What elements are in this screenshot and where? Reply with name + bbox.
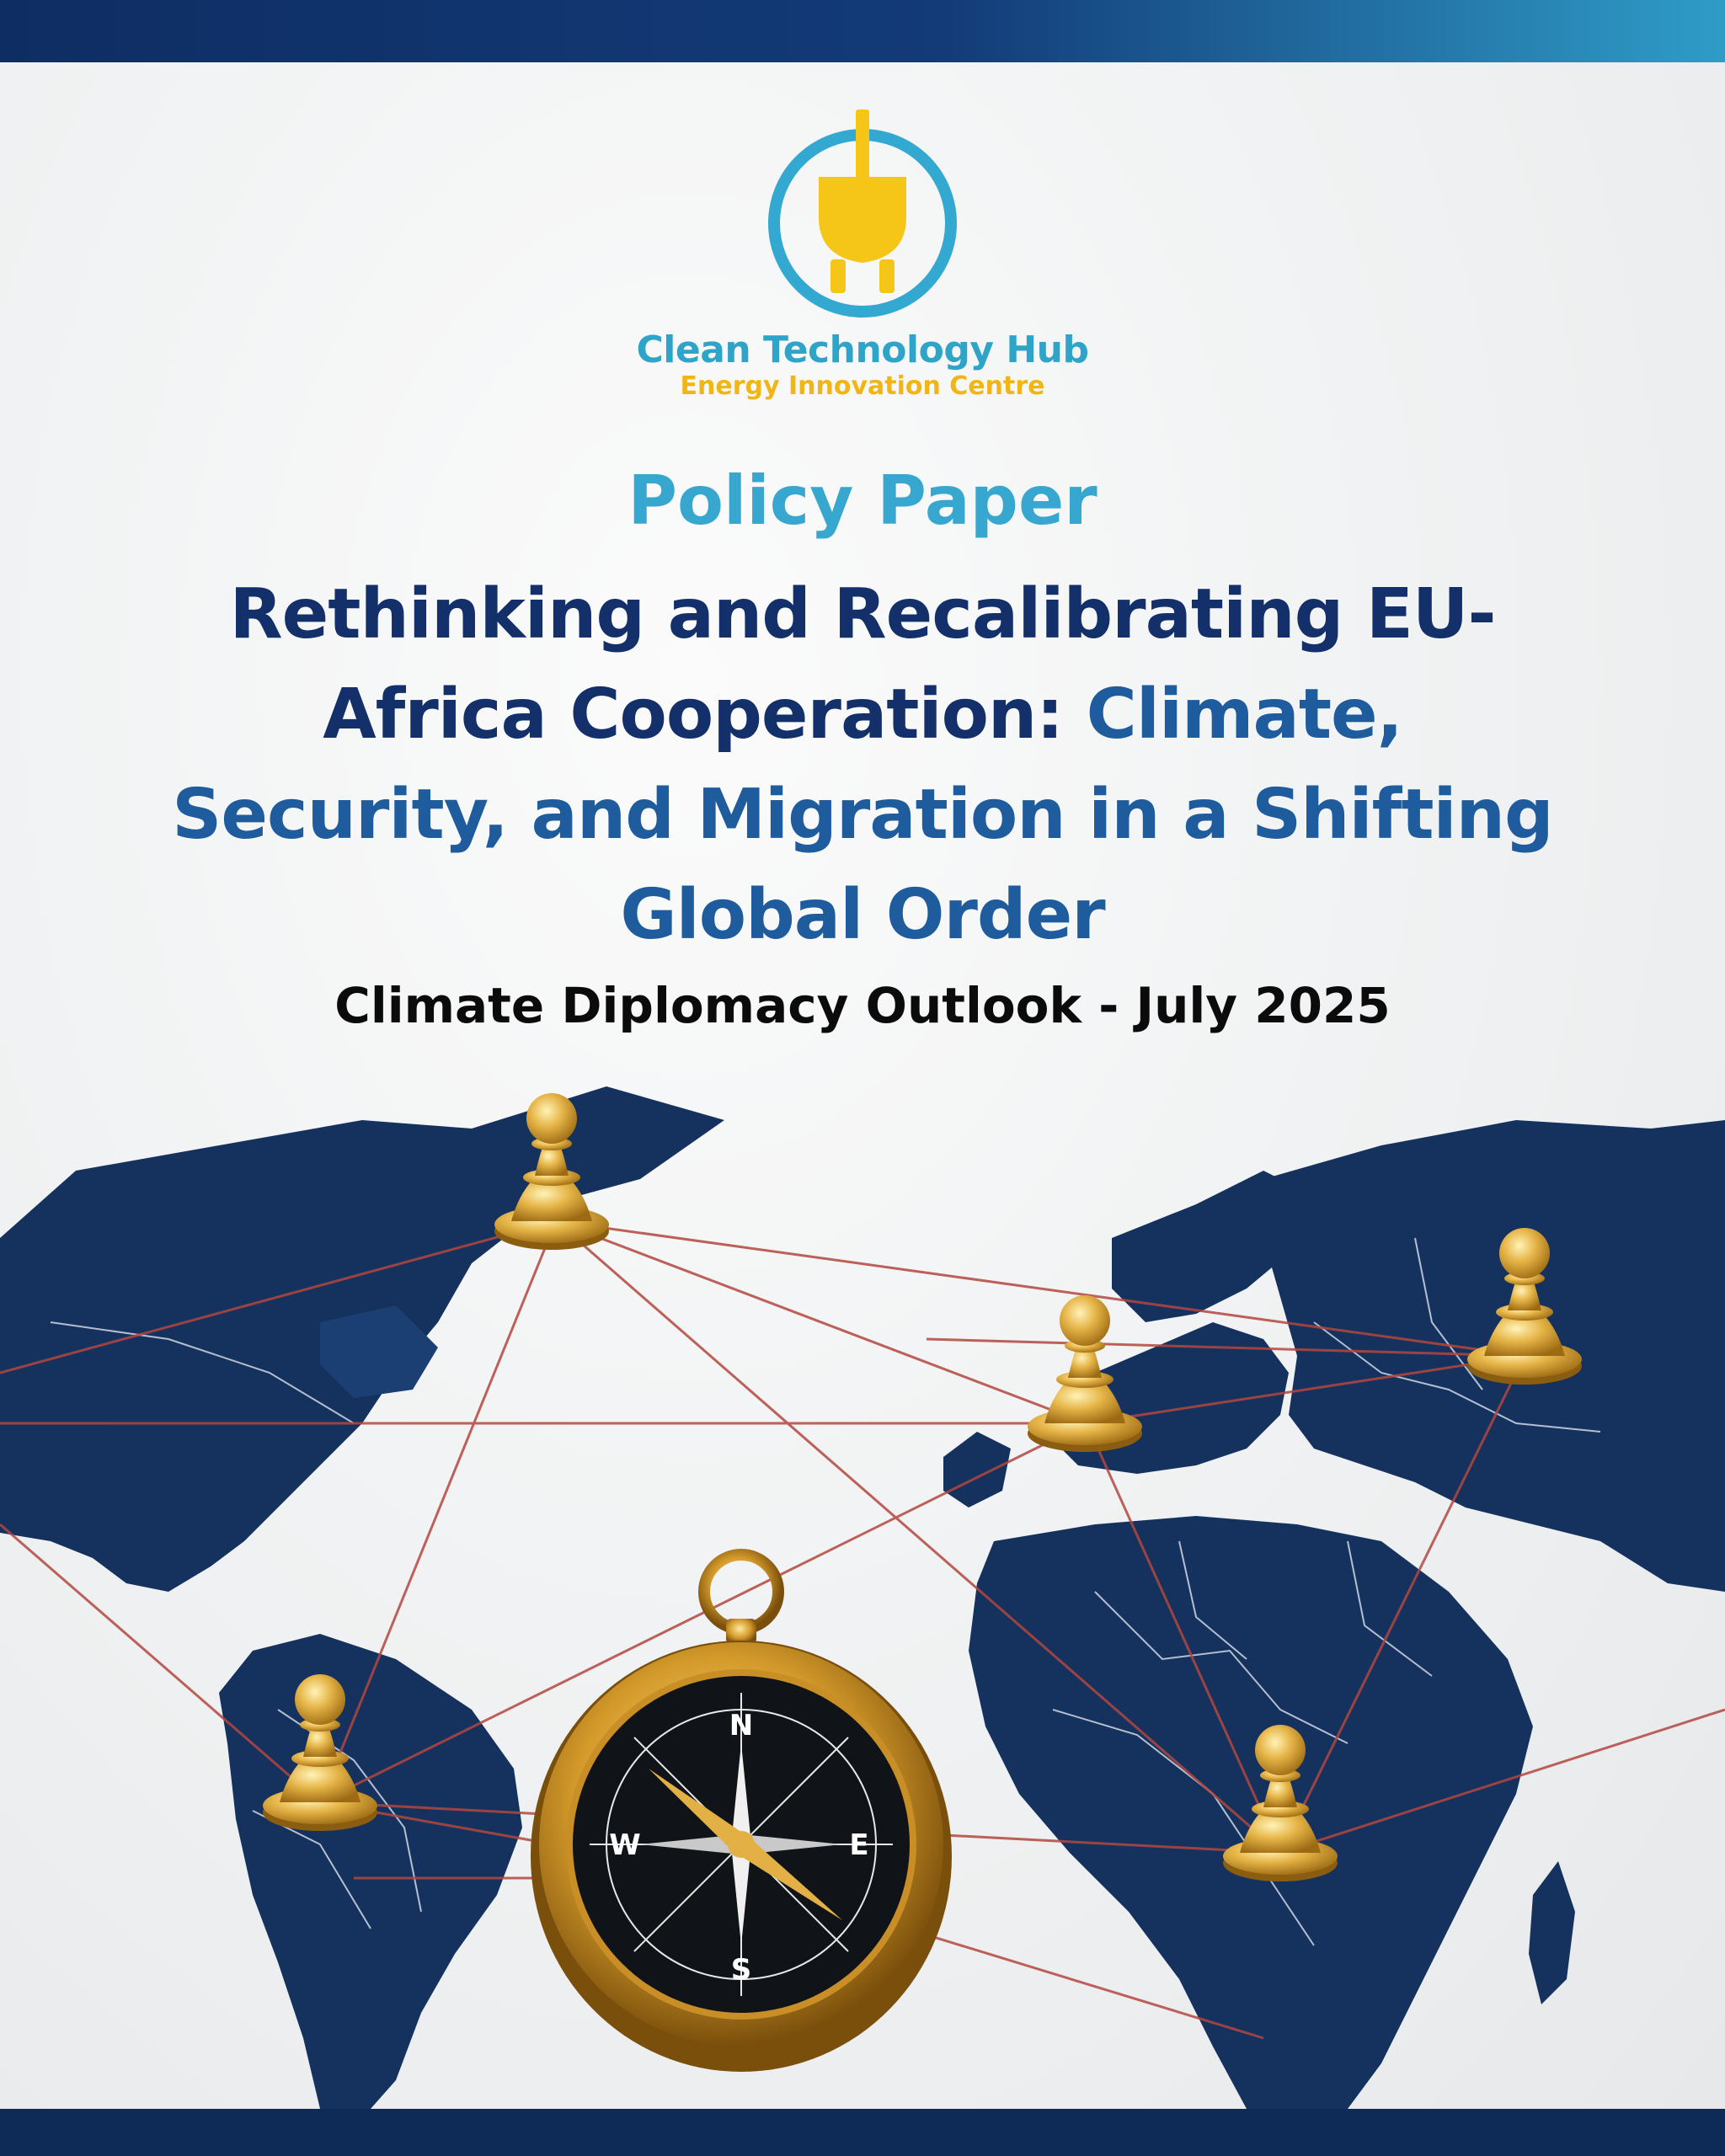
document-subtitle: Climate Diplomacy Outlook - July 2025 <box>334 977 1391 1034</box>
organization-logo <box>0 109 1725 401</box>
compass-west-label: W <box>609 1828 641 1862</box>
compass-north-label: N <box>729 1709 754 1742</box>
compass-east-label: E <box>849 1828 869 1862</box>
footer-bar <box>0 2109 1725 2156</box>
document-type: Policy Paper <box>628 462 1097 540</box>
world-map-illustration <box>0 1070 1725 2109</box>
organization-tagline: Energy Innovation Centre <box>680 371 1045 401</box>
organization-name: Clean Technology Hub <box>636 328 1089 371</box>
compass-south-label: S <box>730 1953 752 1987</box>
title-accent: Climate, Security, and Migration in a Shifting Global Order <box>172 675 1553 955</box>
power-plug-icon <box>761 109 964 320</box>
title-primary: Rethinking and Recalibrating EU-Africa Cooperation: <box>229 574 1496 755</box>
header-bar <box>0 0 1725 62</box>
document-title <box>168 564 1557 965</box>
compass-icon <box>531 1555 952 2072</box>
